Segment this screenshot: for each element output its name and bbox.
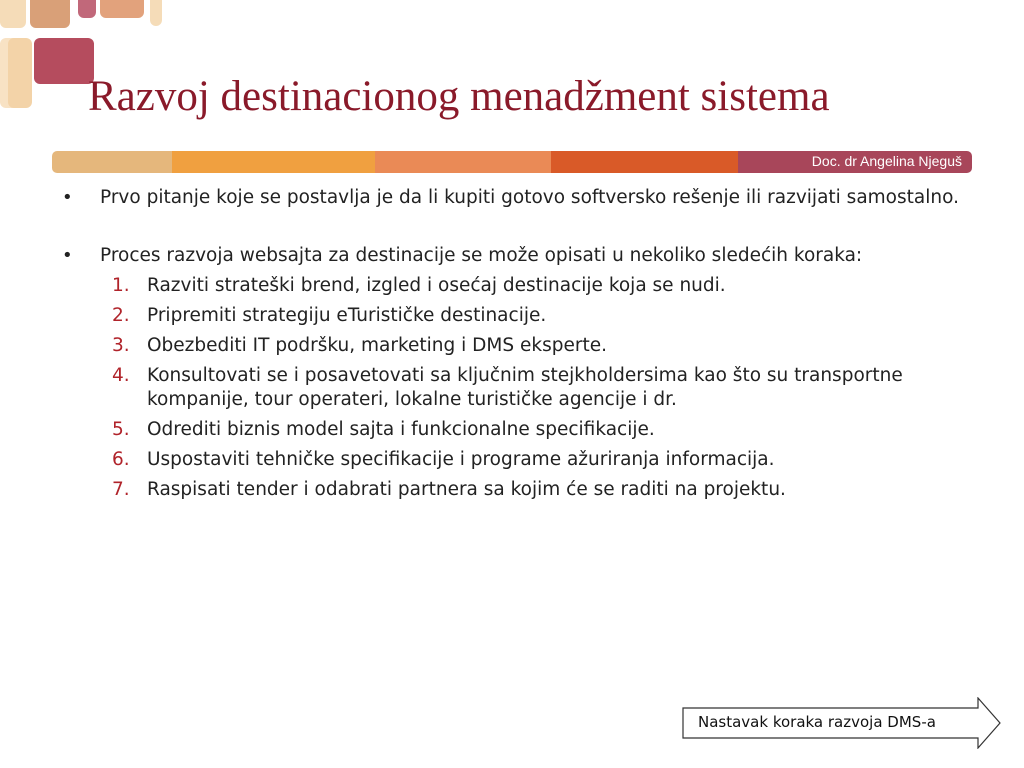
bullet-dot: • — [62, 245, 73, 266]
decoration-square — [30, 0, 70, 28]
step-number: 4. — [112, 365, 130, 386]
band-segment — [551, 151, 738, 173]
step-text: Obezbediti IT podršku, marketing i DMS eksperte. — [147, 335, 607, 356]
next-link-button[interactable] — [682, 697, 1002, 749]
header-band — [52, 151, 972, 173]
decoration-square — [8, 38, 32, 108]
step-text: Konsultovati se i posavetovati sa ključnim stejkholdersima kao što su transportne kompanije, tour operateri, lokalne turističke agencije i dr. — [147, 365, 903, 410]
steps-list — [60, 274, 980, 502]
step-number: 7. — [112, 479, 130, 500]
step-text: Odrediti biznis model sajta i funkcionalne specifikacije. — [147, 419, 655, 440]
step-item — [60, 274, 980, 298]
step-item — [60, 304, 980, 328]
band-segment — [172, 151, 375, 173]
step-text: Uspostaviti tehničke specifikacije i programe ažuriranja informacija. — [147, 449, 775, 470]
band-segment — [375, 151, 551, 173]
decoration-square — [0, 0, 26, 28]
bullet-dot: • — [62, 187, 73, 208]
next-link-label: Nastavak koraka razvoja DMS-a — [698, 713, 936, 731]
bullet-text: Prvo pitanje koje se postavlja je da li kupiti gotovo softversko rešenje ili razvijati samostalno. — [100, 187, 959, 208]
step-item — [60, 478, 980, 502]
step-number: 6. — [112, 449, 130, 470]
decoration-square — [150, 0, 162, 26]
decoration-square — [100, 0, 144, 18]
step-number: 3. — [112, 335, 130, 356]
step-text: Razviti strateški brend, izgled i osećaj destinacije koja se nudi. — [147, 275, 726, 296]
step-text: Raspisati tender i odabrati partnera sa kojim će se raditi na projektu. — [147, 479, 786, 500]
slide-content — [60, 186, 980, 508]
bullet-text: Proces razvoja websajta za destinacije se može opisati u nekoliko sledećih koraka: — [100, 245, 863, 266]
step-item — [60, 364, 980, 412]
bullet-item — [60, 244, 980, 268]
decoration-square — [34, 38, 94, 84]
step-item — [60, 418, 980, 442]
step-item — [60, 334, 980, 358]
step-item — [60, 448, 980, 472]
step-number: 1. — [112, 275, 130, 296]
decoration-square — [78, 0, 96, 18]
author-label: Doc. dr Angelina Njeguš — [811, 153, 962, 169]
step-number: 2. — [112, 305, 130, 326]
bullet-item — [60, 186, 980, 210]
step-number: 5. — [112, 419, 130, 440]
band-segment — [52, 151, 172, 173]
slide-title: Razvoj destinacionog menadžment sistema — [88, 73, 830, 120]
step-text: Pripremiti strategiju eTurističke destinacije. — [147, 305, 547, 326]
